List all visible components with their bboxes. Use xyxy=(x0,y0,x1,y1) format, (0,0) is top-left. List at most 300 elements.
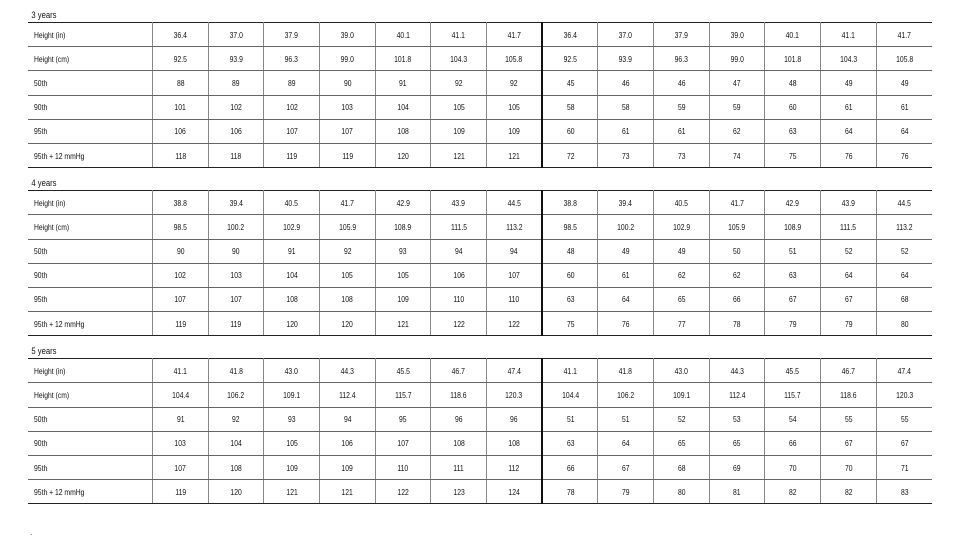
row-label xyxy=(28,312,153,336)
cell-value: 77 xyxy=(677,318,686,329)
table-cell xyxy=(375,407,431,431)
cell-value: 102 xyxy=(174,270,187,281)
table-cell xyxy=(208,287,264,311)
cell-value: 52 xyxy=(844,246,853,257)
table-cell xyxy=(320,312,376,336)
cell-value: 106 xyxy=(174,126,187,137)
table-cell xyxy=(654,47,710,71)
row-label-text: Height (in) xyxy=(34,365,66,376)
table-row xyxy=(28,71,932,95)
table-cell xyxy=(654,312,710,336)
cell-value: 105 xyxy=(285,438,298,449)
cell-value: 92 xyxy=(454,77,463,88)
table-cell xyxy=(487,312,543,336)
table-cell xyxy=(320,263,376,287)
row-label xyxy=(28,215,153,239)
table-cell xyxy=(709,143,765,167)
table-cell xyxy=(765,287,821,311)
row-label-text: Height (in) xyxy=(34,29,66,40)
cell-value: 91 xyxy=(287,246,296,257)
table-cell xyxy=(709,456,765,480)
table-cell xyxy=(598,431,654,455)
cell-value: 102 xyxy=(285,102,298,113)
cell-value: 88 xyxy=(176,77,185,88)
table-cell xyxy=(654,407,710,431)
cell-value: 45.5 xyxy=(786,365,800,376)
row-label xyxy=(28,71,153,95)
cell-value: 49 xyxy=(677,246,686,257)
row-label xyxy=(28,383,153,407)
cell-value: 39.0 xyxy=(730,29,744,40)
table-cell xyxy=(542,312,598,336)
row-label-text: Height (in) xyxy=(34,197,66,208)
cell-value: 99.0 xyxy=(340,53,354,64)
table-cell xyxy=(821,23,877,47)
table-cell xyxy=(876,456,932,480)
cell-value: 107 xyxy=(230,294,242,305)
cell-value: 58 xyxy=(621,102,630,113)
cell-value: 105.8 xyxy=(895,53,913,64)
table-cell xyxy=(598,359,654,383)
cell-value: 92.5 xyxy=(563,53,577,64)
cell-value: 100.2 xyxy=(617,221,635,232)
cell-value: 78 xyxy=(566,486,575,497)
cell-value: 42.9 xyxy=(396,197,410,208)
table-cell xyxy=(487,239,543,263)
cell-value: 61 xyxy=(844,102,853,113)
table-cell xyxy=(487,119,543,143)
cell-value: 107 xyxy=(285,126,298,137)
table-row xyxy=(28,312,932,336)
cell-value: 72 xyxy=(566,150,575,161)
cell-value: 60 xyxy=(566,126,575,137)
cell-value: 81 xyxy=(733,486,741,497)
table-cell xyxy=(487,95,543,119)
cell-value: 119 xyxy=(341,150,353,161)
cell-value: 47.4 xyxy=(897,365,911,376)
table-cell xyxy=(821,456,877,480)
table-cell xyxy=(765,383,821,407)
table-cell xyxy=(153,263,209,287)
cell-value: 38.8 xyxy=(173,197,187,208)
cell-value: 120.3 xyxy=(505,390,523,401)
cell-value: 96.3 xyxy=(285,53,299,64)
table-cell xyxy=(487,47,543,71)
cell-value: 43.9 xyxy=(452,197,466,208)
table-cell xyxy=(542,239,598,263)
row-label xyxy=(28,95,153,119)
cell-value: 71 xyxy=(900,462,909,473)
cell-value: 89 xyxy=(287,77,296,88)
table-cell xyxy=(264,95,320,119)
cell-value: 73 xyxy=(677,150,686,161)
cell-value: 76 xyxy=(621,318,630,329)
table-cell xyxy=(431,23,487,47)
table-cell xyxy=(765,431,821,455)
cell-value: 92.5 xyxy=(173,53,187,64)
cell-value: 96 xyxy=(510,414,518,425)
table-cell xyxy=(153,47,209,71)
table-cell xyxy=(765,480,821,504)
table-cell xyxy=(153,431,209,455)
table-cell xyxy=(821,71,877,95)
cell-value: 47 xyxy=(733,77,741,88)
table-cell xyxy=(320,431,376,455)
section-table xyxy=(28,22,932,168)
table-cell xyxy=(598,287,654,311)
table-cell xyxy=(876,47,932,71)
cell-value: 44.3 xyxy=(340,365,354,376)
cell-value: 94 xyxy=(510,246,518,257)
cell-value: 41.7 xyxy=(340,197,354,208)
table-cell xyxy=(208,456,264,480)
footnote-mark: . xyxy=(30,528,33,537)
cell-value: 112.4 xyxy=(339,390,356,401)
table-cell xyxy=(542,191,598,215)
row-label-text: 50th xyxy=(34,246,48,257)
cell-value: 105 xyxy=(397,270,409,281)
table-cell xyxy=(542,71,598,95)
table-cell xyxy=(264,143,320,167)
table-cell xyxy=(876,407,932,431)
table-row xyxy=(28,95,932,119)
table-cell xyxy=(153,383,209,407)
cell-value: 67 xyxy=(621,462,630,473)
table-cell xyxy=(542,359,598,383)
table-cell xyxy=(487,359,543,383)
cell-value: 95 xyxy=(399,414,407,425)
cell-value: 44.5 xyxy=(897,197,911,208)
table-cell xyxy=(487,191,543,215)
cell-value: 93.9 xyxy=(619,53,633,64)
row-label xyxy=(28,287,153,311)
cell-value: 59 xyxy=(733,102,741,113)
cell-value: 110 xyxy=(508,294,520,305)
table-cell xyxy=(375,191,431,215)
table-row xyxy=(28,287,932,311)
cell-value: 49 xyxy=(900,77,909,88)
table-cell xyxy=(821,312,877,336)
cell-value: 108 xyxy=(285,294,298,305)
cell-value: 107 xyxy=(341,126,354,137)
table-cell xyxy=(765,407,821,431)
table-cell xyxy=(487,287,543,311)
cell-value: 42.9 xyxy=(786,197,800,208)
table-cell xyxy=(542,47,598,71)
table-cell xyxy=(375,456,431,480)
cell-value: 102.9 xyxy=(283,221,301,232)
row-label xyxy=(28,23,153,47)
row-label xyxy=(28,359,153,383)
cell-value: 104.4 xyxy=(561,390,579,401)
cell-value: 98.5 xyxy=(173,221,187,232)
cell-value: 104.3 xyxy=(839,53,857,64)
cell-value: 67 xyxy=(788,294,797,305)
cell-value: 93 xyxy=(399,246,407,257)
table-cell xyxy=(709,47,765,71)
table-cell xyxy=(264,71,320,95)
cell-value: 109 xyxy=(397,294,409,305)
table-cell xyxy=(375,312,431,336)
table-cell xyxy=(876,23,932,47)
table-cell xyxy=(876,383,932,407)
cell-value: 104.4 xyxy=(171,390,189,401)
table-cell xyxy=(153,480,209,504)
cell-value: 43.0 xyxy=(674,365,689,376)
cell-value: 108.9 xyxy=(394,221,412,232)
table-cell xyxy=(709,480,765,504)
cell-value: 103 xyxy=(341,102,354,113)
table-cell xyxy=(654,359,710,383)
cell-value: 118.6 xyxy=(840,390,857,401)
table-cell xyxy=(264,312,320,336)
table-cell xyxy=(765,359,821,383)
table-cell xyxy=(765,312,821,336)
cell-value: 54 xyxy=(788,414,797,425)
table-cell xyxy=(320,407,376,431)
cell-value: 64 xyxy=(621,438,630,449)
table-cell xyxy=(876,431,932,455)
table-cell xyxy=(320,119,376,143)
table-cell xyxy=(153,143,209,167)
cell-value: 63 xyxy=(788,270,797,281)
table-cell xyxy=(375,95,431,119)
row-label xyxy=(28,47,153,71)
cell-value: 41.7 xyxy=(897,29,911,40)
cell-value: 49 xyxy=(844,77,853,88)
table-cell xyxy=(320,23,376,47)
cell-value: 64 xyxy=(900,270,909,281)
table-cell xyxy=(208,312,264,336)
table-cell xyxy=(598,480,654,504)
table-cell xyxy=(153,95,209,119)
section-title: 4 years xyxy=(31,178,57,189)
table-cell xyxy=(375,431,431,455)
table-cell xyxy=(264,383,320,407)
table-cell xyxy=(765,23,821,47)
table-cell xyxy=(153,23,209,47)
table-cell xyxy=(598,71,654,95)
table-cell xyxy=(821,480,877,504)
cell-value: 39.0 xyxy=(340,29,354,40)
table-cell xyxy=(654,95,710,119)
cell-value: 102.9 xyxy=(672,221,690,232)
section-title: 5 years xyxy=(31,346,57,357)
table-cell xyxy=(320,239,376,263)
table-cell xyxy=(487,23,543,47)
cell-value: 46.7 xyxy=(452,365,466,376)
table-cell xyxy=(709,407,765,431)
cell-value: 106.2 xyxy=(617,390,635,401)
cell-value: 68 xyxy=(900,294,909,305)
cell-value: 46.7 xyxy=(841,365,856,376)
cell-value: 111.5 xyxy=(840,221,857,232)
table-cell xyxy=(153,239,209,263)
cell-value: 64 xyxy=(900,126,909,137)
table-cell xyxy=(320,143,376,167)
cell-value: 49 xyxy=(621,246,630,257)
table-cell xyxy=(264,287,320,311)
table-cell xyxy=(431,431,487,455)
cell-value: 52 xyxy=(900,246,909,257)
table-cell xyxy=(487,215,543,239)
cell-value: 40.1 xyxy=(786,29,800,40)
row-label xyxy=(28,263,153,287)
cell-value: 79 xyxy=(788,318,797,329)
cell-value: 121 xyxy=(453,150,465,161)
table-cell xyxy=(542,263,598,287)
row-label-text: Height (cm) xyxy=(34,390,70,401)
table-cell xyxy=(709,239,765,263)
cell-value: 61 xyxy=(621,270,630,281)
table-cell xyxy=(542,407,598,431)
cell-value: 64 xyxy=(844,270,853,281)
table-cell xyxy=(654,383,710,407)
cell-value: 70 xyxy=(844,462,853,473)
table-cell xyxy=(821,359,877,383)
table-cell xyxy=(765,263,821,287)
table-cell xyxy=(320,383,376,407)
cell-value: 111 xyxy=(453,462,464,473)
cell-value: 112.4 xyxy=(728,390,746,401)
cell-value: 60 xyxy=(566,270,575,281)
table-cell xyxy=(320,95,376,119)
table-cell xyxy=(153,71,209,95)
row-label-text: 95th xyxy=(34,294,48,305)
cell-value: 98.5 xyxy=(563,221,577,232)
cell-value: 63 xyxy=(566,438,575,449)
cell-value: 67 xyxy=(844,294,853,305)
cell-value: 101.8 xyxy=(394,53,412,64)
table-cell xyxy=(542,456,598,480)
table-cell xyxy=(208,359,264,383)
table-cell xyxy=(208,431,264,455)
cell-value: 73 xyxy=(621,150,630,161)
table-cell xyxy=(654,287,710,311)
table-cell xyxy=(431,480,487,504)
cell-value: 107 xyxy=(508,270,520,281)
table-cell xyxy=(431,287,487,311)
cell-value: 67 xyxy=(900,438,909,449)
cell-value: 119 xyxy=(174,318,186,329)
table-cell xyxy=(153,215,209,239)
table-cell xyxy=(654,23,710,47)
cell-value: 101 xyxy=(174,102,187,113)
table-cell xyxy=(431,239,487,263)
table-cell xyxy=(487,71,543,95)
table-cell xyxy=(876,480,932,504)
table-row xyxy=(28,23,932,47)
cell-value: 60 xyxy=(788,102,797,113)
cell-value: 53 xyxy=(733,414,741,425)
table-cell xyxy=(821,407,877,431)
cell-value: 93.9 xyxy=(229,53,243,64)
cell-value: 76 xyxy=(844,150,853,161)
table-cell xyxy=(264,431,320,455)
table-cell xyxy=(654,431,710,455)
cell-value: 65 xyxy=(677,438,686,449)
table-cell xyxy=(264,359,320,383)
table-cell xyxy=(431,383,487,407)
cell-value: 115.7 xyxy=(784,390,801,401)
table-cell xyxy=(709,383,765,407)
table-cell xyxy=(487,263,543,287)
cell-value: 41.1 xyxy=(563,365,577,376)
table-cell xyxy=(765,143,821,167)
table-cell xyxy=(876,191,932,215)
cell-value: 51 xyxy=(621,414,630,425)
table-cell xyxy=(876,143,932,167)
cell-value: 66 xyxy=(788,438,797,449)
cell-value: 121 xyxy=(285,486,298,497)
table-cell xyxy=(208,23,264,47)
table-cell xyxy=(153,119,209,143)
cell-value: 89 xyxy=(232,77,240,88)
table-cell xyxy=(542,23,598,47)
table-cell xyxy=(542,143,598,167)
cell-value: 55 xyxy=(844,414,853,425)
table-cell xyxy=(598,119,654,143)
table-cell xyxy=(375,287,431,311)
table-cell xyxy=(709,23,765,47)
table-cell xyxy=(431,359,487,383)
cell-value: 118 xyxy=(174,150,186,161)
table-row xyxy=(28,383,932,407)
table-cell xyxy=(598,383,654,407)
table-cell xyxy=(153,456,209,480)
table-cell xyxy=(208,143,264,167)
table-cell xyxy=(208,263,264,287)
cell-value: 108 xyxy=(453,438,465,449)
cell-value: 80 xyxy=(677,486,686,497)
table-cell xyxy=(542,287,598,311)
cell-value: 106 xyxy=(453,270,465,281)
table-row xyxy=(28,456,932,480)
cell-value: 80 xyxy=(900,318,909,329)
row-label-text: 90th xyxy=(34,102,48,113)
cell-value: 37.0 xyxy=(229,29,243,40)
row-label xyxy=(28,239,153,263)
table-cell xyxy=(208,119,264,143)
table-cell xyxy=(264,23,320,47)
table-cell xyxy=(375,383,431,407)
cell-value: 40.5 xyxy=(285,197,299,208)
table-cell xyxy=(709,215,765,239)
table-cell xyxy=(598,456,654,480)
cell-value: 118 xyxy=(230,150,242,161)
row-label-text: 90th xyxy=(34,438,48,449)
table-cell xyxy=(487,480,543,504)
cell-value: 122 xyxy=(508,318,520,329)
cell-value: 63 xyxy=(788,126,797,137)
table-cell xyxy=(821,431,877,455)
cell-value: 52 xyxy=(677,414,686,425)
table-cell xyxy=(320,456,376,480)
cell-value: 124 xyxy=(508,486,520,497)
cell-value: 93 xyxy=(287,414,296,425)
cell-value: 90 xyxy=(232,246,240,257)
table-cell xyxy=(431,47,487,71)
table-cell xyxy=(765,239,821,263)
cell-value: 50 xyxy=(733,246,741,257)
cell-value: 105 xyxy=(453,102,465,113)
table-row xyxy=(28,431,932,455)
cell-value: 62 xyxy=(677,270,686,281)
table-cell xyxy=(598,239,654,263)
table-row xyxy=(28,143,932,167)
table-cell xyxy=(375,143,431,167)
table-cell xyxy=(375,23,431,47)
